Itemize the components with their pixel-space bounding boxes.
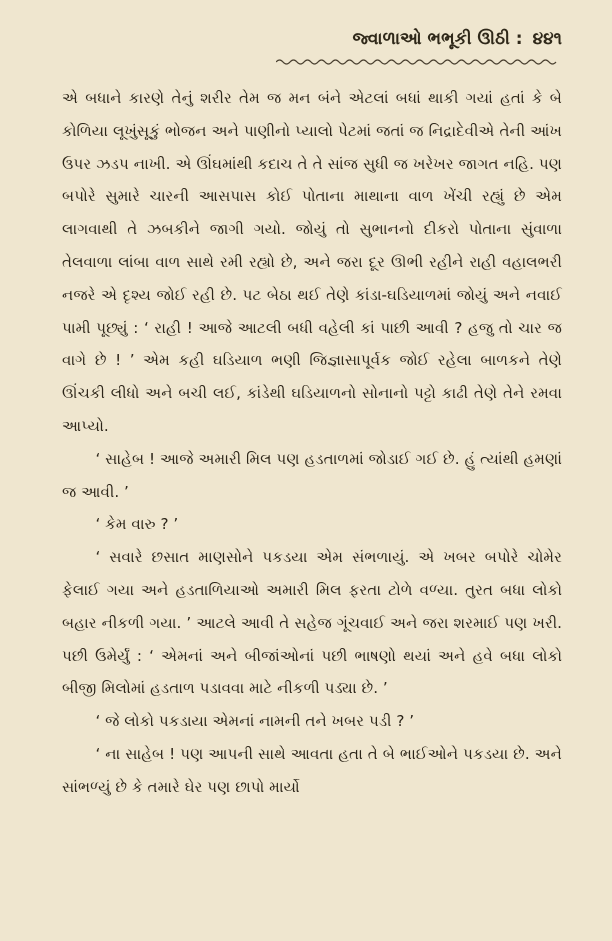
running-head: [62, 24, 562, 54]
paragraph: ‘ ના સાહેબ ! પણ આપની સાથે આવતા હતા તે બે ભાઈઓને પકડયા છે. અને સાંભળ્યું છે કે તમારે ઘેર પણ છાપો માર્યો: [62, 744, 562, 796]
body-text: [62, 82, 562, 804]
wavy-rule: [276, 58, 558, 66]
chapter-title: જ્વાળાઓ ભભૂકી ઊઠી :: [352, 29, 523, 49]
paragraph: ‘ જે લોકો પકડાયા એમનાં નામની તને ખબર પડી ? ’: [95, 712, 415, 731]
paragraph: ‘ સવારે છસાત માણસોને પકડયા એમ સંભળાયું. એ ખબર બપોરે ચોમેર ફેલાઈ ગયા અને હડતાળિયાઓ અમારી મિલ ફરતા ટોળે વળ્યા. તુરત બધા લોકો બહાર નીકળી ગયા. ’ આટલે આવી તે સહેજ ગૂંચવાઈ અને જરા શરમાઈ પણ ખરી. પછી ઉમેર્યું : ‘ એમનાં અને બીજાંઓનાં પછી ભાષણો થયાં અને હવે બધા લોકો બીજી મિલોમાં હડતાળ પડાવવા માટે નીકળી પડ્યા છે. ’: [62, 548, 562, 698]
page-number: ૪૪૧: [532, 29, 562, 49]
paragraph: ‘ સાહેબ ! આજે અમારી મિલ પણ હડતાળમાં જોડાઈ ગઈ છે. હું ત્યાંથી હમણાં જ આવી. ’: [62, 449, 562, 501]
paragraph: એ બધાને કારણે તેનું શરીર તેમ જ મન બંને એટલાં બધાં થાકી ગયાં હતાં કે બે કોળિયા લૂખુંસૂકું ભોજન અને પાણીનો પ્યાલો પેટમાં જતાં જ નિદ્રાદેવીએ તેની આંખ ઉપર ઝડપ નાખી. એ ઊંઘમાંથી કદાચ તે તે સાંજ સુધી જ ખરેખર જાગત નહિ. પણ બપોરે સુમારે ચારની આસપાસ કોઈ પોતાના માથાના વાળ ખેંચી રહ્યું છે એમ લાગવાથી તે ઝબકીને જાગી ગયો. જોયું તો સુભાનનો દીકરો પોતાના સુંવાળા તેલવાળા લાંબા વાળ સાથે રમી રહ્યો છે, અને જરા દૂર ઊભી રહીને રાહી વહાલભરી નજરે એ દૃશ્ય જોઈ રહી છે. પટ બેઠા થઈ તેણે કાંડા-ઘડિયાળમાં જોયું અને નવાઈ પામી પૂછ્યું : ‘ રાહી ! આજે આટલી બધી વહેલી કાં પાછી આવી ? હજુ તો ચાર જ વાગે છે ! ’ એમ કહી ઘડિયાળ ભણી જિજ્ઞાસાપૂર્વક જોઈ રહેલા બાળકને તેણે ઊંચકી લીધો અને બચી લઈ, કાંડેથી ઘડિયાળનો સોનાનો પટ્ટો કાઢી તેણે તેને રમવા આપ્યો.: [62, 89, 562, 435]
paragraph: ‘ કેમ વારુ ? ’: [95, 515, 179, 534]
